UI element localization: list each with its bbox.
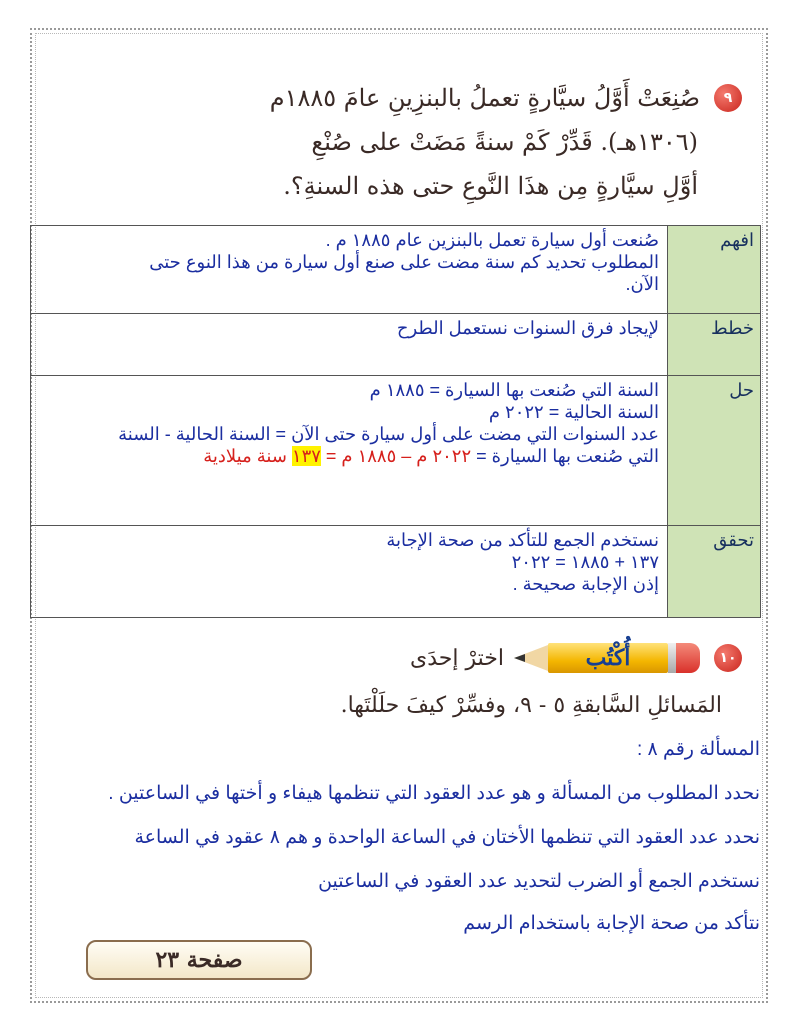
row-content-solve bbox=[31, 376, 668, 526]
result-suffix: سنة ميلادية bbox=[203, 446, 292, 466]
table-row-solve bbox=[31, 376, 761, 526]
problem-10 bbox=[302, 636, 742, 728]
problem-solving-table bbox=[30, 225, 761, 618]
problem-10-number-badge: ١٠ bbox=[714, 644, 742, 672]
problem-9-number-badge: ٩ bbox=[714, 84, 742, 112]
content-line: السنة التي صُنعت بها السيارة = ١٨٨٥ م bbox=[369, 380, 659, 400]
pencil-write-icon bbox=[514, 641, 704, 675]
result-calculation: ٢٠٢٢ م – ١٨٨٥ م = bbox=[320, 446, 472, 466]
content-line: المطلوب تحديد كم سنة مضت على صنع أول سيارة من هذا النوع حتى bbox=[149, 252, 659, 272]
row-content-plan bbox=[31, 314, 668, 376]
problem-9-line-1: صُنِعَتْ أَوَّلُ سيَّارةٍ تعملُ بالبنزِينِ عامَ ١٨٨٥م bbox=[269, 84, 700, 112]
answer-heading: المسألة رقم ٨ : bbox=[636, 739, 760, 760]
problem-9 bbox=[42, 76, 742, 208]
row-label-solve: حل bbox=[668, 376, 761, 526]
content-line: ١٣٧ + ١٨٨٥ = ٢٠٢٢ bbox=[511, 552, 659, 572]
problem-9-line-2: (١٣٠٦هـ). قَدِّرْ كَمْ سنةً مَضَتْ على صُنْعِ bbox=[311, 128, 698, 156]
result-prefix: التي صُنعت بها السيارة = bbox=[471, 446, 659, 466]
content-line: عدد السنوات التي مضت على أول سيارة حتى الآن = السنة الحالية - السنة bbox=[118, 424, 659, 444]
pencil-band bbox=[668, 643, 676, 673]
row-label-plan: خطط bbox=[668, 314, 761, 376]
content-line: إذن الإجابة صحيحة . bbox=[512, 574, 659, 594]
row-label-understand: افهم bbox=[668, 226, 761, 314]
content-line: نستخدم الجمع للتأكد من صحة الإجابة bbox=[386, 530, 659, 550]
answer-line: نحدد المطلوب من المسألة و هو عدد العقود التي تنظمها هيفاء و أختها في الساعتين . bbox=[108, 783, 760, 804]
row-content-check bbox=[31, 526, 668, 618]
answer-line: نتأكد من صحة الإجابة باستخدام الرسم bbox=[463, 913, 760, 934]
table-row-check bbox=[31, 526, 761, 618]
row-content-understand bbox=[31, 226, 668, 314]
problem-10-line-2: المَسائلِ السَّابقةِ ٥ - ٩، وفسِّرْ كيفَ حلَلْتَها. bbox=[340, 693, 722, 718]
table-row-plan bbox=[31, 314, 761, 376]
problem-10-choose-text: اخترْ إحدَى bbox=[410, 645, 504, 671]
problem-9-line-3: أوَّلِ سيَّارةٍ مِن هذَا النَّوعِ حتى هذه السنةِ؟. bbox=[283, 172, 698, 200]
pencil-lead bbox=[514, 654, 525, 662]
table-row-understand bbox=[31, 226, 761, 314]
content-line: الآن. bbox=[625, 274, 659, 294]
row-label-check: تحقق bbox=[668, 526, 761, 618]
pencil-eraser bbox=[676, 643, 700, 673]
page-number-box: صفحة ٢٣ bbox=[86, 940, 312, 980]
content-line: السنة الحالية = ٢٠٢٢ م bbox=[488, 402, 659, 422]
answer-line: نحدد عدد العقود التي تنظمها الأختان في الساعة الواحدة و هم ٨ عقود في الساعة bbox=[134, 827, 760, 848]
content-line: لإيجاد فرق السنوات نستعمل الطرح bbox=[396, 318, 659, 338]
result-highlighted-answer: ١٣٧ bbox=[291, 446, 321, 466]
answer-line: نستخدم الجمع أو الضرب لتحديد عدد العقود في الساعتين bbox=[318, 871, 760, 892]
pencil-label: أُكْتُب bbox=[548, 643, 668, 673]
content-line: صُنعت أول سيارة تعمل بالبنزين عام ١٨٨٥ م . bbox=[325, 230, 659, 250]
content-line-result bbox=[39, 445, 659, 467]
